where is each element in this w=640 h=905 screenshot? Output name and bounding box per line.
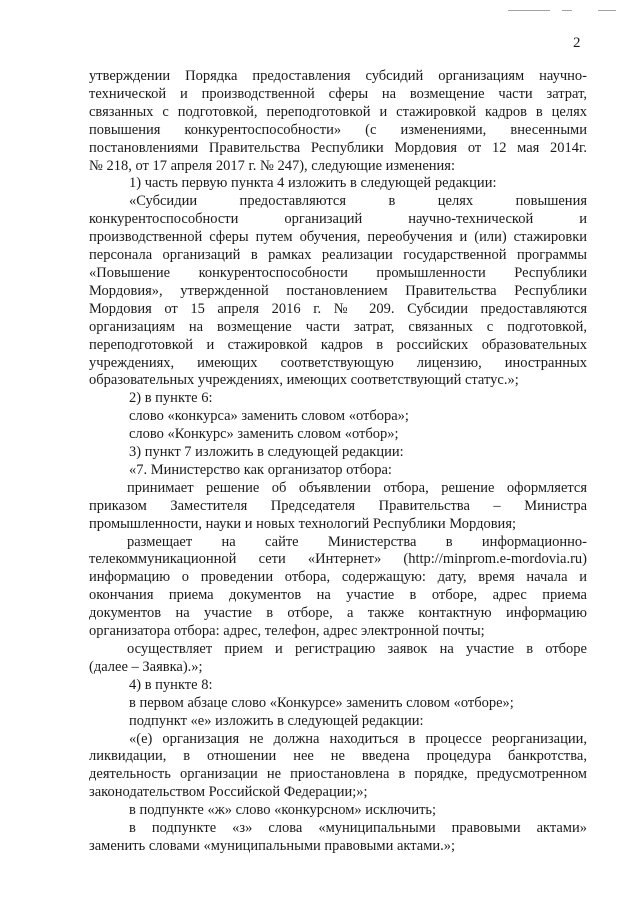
text-line: № 218, от 17 апреля 2017 г. № 247), следующие изменения: xyxy=(89,157,455,174)
text-line: Мордовия от 15 апреля 2016 г. № 209. Субсидии предоставляются xyxy=(89,300,587,317)
page-number: 2 xyxy=(573,35,581,51)
text-line: учреждениях, имеющих соответствующую лицензию, иностранных xyxy=(89,354,587,371)
text-line: окончания приема документов на участие в отборе, адрес приема xyxy=(89,587,587,604)
document-body xyxy=(89,68,587,856)
text-line: в подпункте «ж» слово «конкурсном» исключить; xyxy=(129,802,437,819)
text-line: осуществляет прием и регистрацию заявок на участие в отборе xyxy=(127,641,587,657)
text-line: ликвидации, в отношении нее не введена процедура банкротства, xyxy=(89,748,587,765)
text-line: телекоммуникационной сети «Интернет» (http://minprom.e-mordovia.ru) xyxy=(89,551,587,568)
text-line: производственной сферы путем обучения, переобучения и (или) стажировки xyxy=(89,229,587,246)
text-line: информацию о проведении отбора, содержащую: дату, время начала и xyxy=(89,569,587,586)
text-line: «Субсидии предоставляются в целях повышения xyxy=(129,193,587,210)
text-line: слово «конкурса» заменить словом «отбора»; xyxy=(129,408,409,425)
text-line: промышленности, науки и новых технологий Республики Мордовия; xyxy=(89,515,517,532)
text-line: в первом абзаце слово «Конкурсе» заменить словом «отборе»; xyxy=(129,694,514,711)
text-line: 1) часть первую пункта 4 изложить в следующей редакции: xyxy=(129,175,497,192)
text-line: (далее – Заявка).»; xyxy=(89,658,203,675)
scan-artifact-mark xyxy=(508,10,550,11)
scan-artifact-mark xyxy=(598,10,616,11)
text-line: связанных с подготовкой, переподготовкой и стажировкой кадров в целях xyxy=(89,103,587,120)
text-line: размещает на сайте Министерства в информационно- xyxy=(127,533,587,550)
text-line: 3) пункт 7 изложить в следующей редакции: xyxy=(129,444,404,461)
text-line: 4) в пункте 8: xyxy=(129,676,213,693)
text-line: «(е) организация не должна находиться в процессе реорганизации, xyxy=(129,730,587,747)
text-line: «7. Министерство как организатор отбора: xyxy=(129,461,392,478)
text-line: утверждении Порядка предоставления субсидий организациям научно- xyxy=(89,68,587,84)
scan-artifact-mark xyxy=(562,10,572,11)
text-line: принимает решение об объявлении отбора, решение оформляется xyxy=(127,479,587,496)
text-line: «Повышение конкурентоспособности промышленности Республики xyxy=(89,264,587,281)
text-line: переподготовкой и стажировкой кадров в российских образовательных xyxy=(89,336,587,353)
text-line: законодательством Российской Федерации;»; xyxy=(89,784,368,801)
text-line: 2) в пункте 6: xyxy=(129,390,213,407)
text-line: деятельность организации не приостановлена в порядке, предусмотренном xyxy=(89,766,587,783)
text-line: повышения конкурентоспособности» (с изменениями, внесенными xyxy=(89,121,587,138)
text-line: Мордовия», утвержденной постановлением Правительства Республики xyxy=(89,282,587,299)
text-line: постановлениями Правительства Республики Мордовия от 12 мая 2014г. xyxy=(89,139,587,156)
text-line: конкурентоспособности организаций научно-технической и xyxy=(89,211,587,228)
text-line: документов на участие в отборе, а также контактную информацию xyxy=(89,605,587,622)
text-line: в подпункте «з» слова «муниципальными правовыми актами» xyxy=(129,820,587,837)
text-line: приказом Заместителя Председателя Правительства – Министра xyxy=(89,497,587,514)
text-line: организатора отбора: адрес, телефон, адрес электронной почты; xyxy=(89,623,485,640)
text-line: персонала организаций в рамках реализации государственной программы xyxy=(89,247,587,264)
text-line: слово «Конкурс» заменить словом «отбор»; xyxy=(129,426,399,443)
text-line: заменить словами «муниципальными правовыми актами.»; xyxy=(89,837,456,854)
text-line: организациям на возмещение части затрат, связанных с подготовкой, xyxy=(89,318,587,335)
text-line: технической и производственной сферы на возмещение части затрат, xyxy=(89,85,587,102)
text-line: подпункт «е» изложить в следующей редакции: xyxy=(129,712,424,729)
text-line: образовательных учреждениях, имеющих соответствующий статус.»; xyxy=(89,372,519,389)
